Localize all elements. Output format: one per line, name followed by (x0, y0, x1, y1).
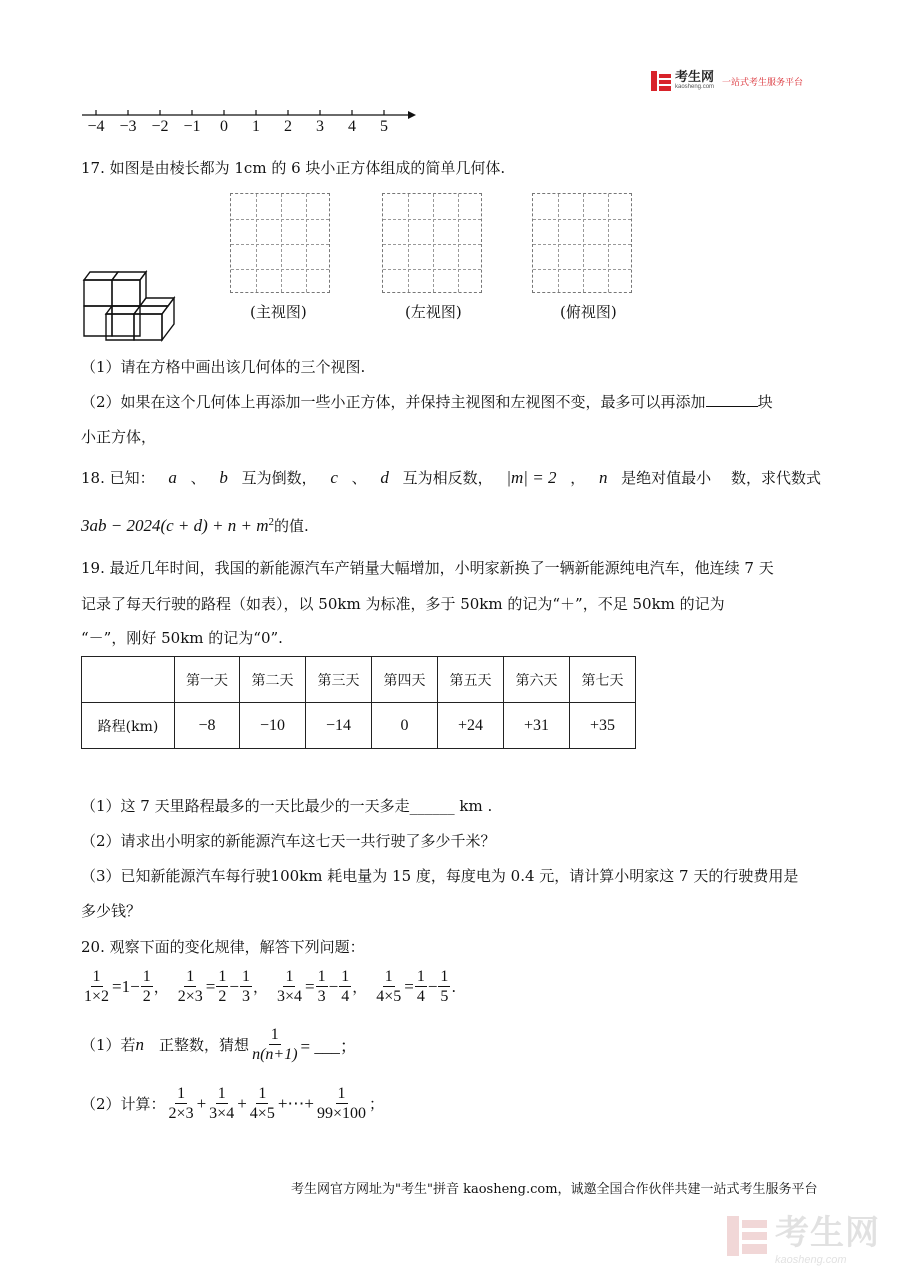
number-line-label: −3 (119, 118, 137, 135)
q19-part3-line1: （3）已知新能源汽车每行驶100km 耗电量为 15 度，每度电为 0.4 元，请计算小明家这 7 天的行驶费用是 (81, 867, 799, 885)
q18-text3: ， (570, 469, 586, 487)
label-front-view: (主视图) (250, 303, 307, 321)
abs-m-expr: |m| = 2 (506, 468, 557, 487)
fraction: $\frac{1}{1\times 2}$ (84, 968, 110, 1005)
watermark-domain: kaosheng.com (775, 1254, 847, 1266)
table-row (82, 703, 636, 749)
fraction: $\frac{1}{2\times 3}$ (177, 968, 203, 1005)
table-cell: −8 (175, 703, 240, 749)
q19-line1: 19. 最近几年时间，我国的新能源汽车产销量大幅增加，小明家新换了一辆新能源纯电汽车，他连续 7 天 (81, 559, 774, 577)
q20-part2: （2）计算： $\frac{1}{2\times 3}$ + $\frac{1}{3\times 4}$ + $\frac{1}{4\times 5}$ +⋯+ $\frac{1}{99\times 100}$ ； (81, 1085, 385, 1122)
fraction: $\frac{1}{4}$ (416, 968, 425, 1005)
fraction: $\frac{1}{3\times 4}$ (209, 1085, 235, 1122)
number-line-label: 2 (284, 118, 292, 135)
number-line-label: −4 (87, 118, 105, 135)
q17-part2-text: （2）如果在这个几何体上再添加一些小正方体，并保持主视图和左视图不变，最多可以再添加 (81, 393, 706, 411)
watermark-text: 考生网 (775, 1213, 880, 1253)
q18-text1: 互为倒数， (241, 469, 317, 487)
table-header: 第二天 (240, 657, 306, 703)
q19-line2: 记录了每天行驶的路程（如表），以 50km 为标准，多于 50km 的记为“＋”，不足 50km 的记为 (81, 595, 725, 613)
var-c: c (330, 468, 338, 487)
table-header: 第一天 (175, 657, 240, 703)
label-top-view: (俯视图) (560, 303, 617, 321)
q18-expr-tail: 的值. (274, 517, 309, 535)
number-line-label: 1 (252, 118, 260, 135)
q18-expr-exponent: 2 (268, 516, 275, 528)
number-line-label: 0 (220, 118, 228, 135)
table-cell: 0 (372, 703, 438, 749)
grid-left-view[interactable] (382, 193, 482, 293)
table-header-row (82, 657, 636, 703)
q17-part1: （1）请在方格中画出该几何体的三个视图. (81, 358, 366, 376)
q19-part2: （2）请求出小明家的新能源汽车这七天一共行驶了多少千米？ (81, 832, 496, 850)
ellipsis-plus: +⋯+ (277, 1093, 315, 1113)
q18-sep2: 、 (351, 469, 367, 487)
number-line-label: −2 (151, 118, 169, 135)
q18-line2 (81, 512, 309, 536)
table-header: 第六天 (504, 657, 570, 703)
grid-top-view[interactable] (532, 193, 632, 293)
number-line-label: 4 (348, 118, 356, 135)
q17-part2-line1 (81, 392, 773, 412)
mileage-table (81, 656, 636, 749)
q20-part1-prefix: （1）若 (81, 1036, 136, 1054)
watermark-logo-icon (725, 1214, 769, 1258)
table-cell: +35 (570, 703, 636, 749)
table-row-label: 路程(km) (82, 703, 175, 749)
header-slogan: 一站式考生服务平台 (722, 77, 804, 88)
footer-text: 考生网官方网址为"考生"拼音 kaosheng.com，诚邀全国合作伙伴共建一站式考生服务平台 (291, 1182, 818, 1197)
header-logo (651, 71, 803, 91)
fraction: $\frac{1}{4\times 5}$ (376, 968, 402, 1005)
number-line-label: 5 (380, 118, 388, 135)
table-header: 第三天 (306, 657, 372, 703)
q18-text4: 是绝对值最小 数，求代数式 (621, 469, 821, 487)
label-left-view: (左视图) (405, 303, 462, 321)
var-n: n (598, 468, 608, 487)
logo-name: 考生网 (675, 70, 715, 85)
q19-line3: “－”，刚好 50km 的记为“0”. (81, 629, 283, 647)
q19-part1: （1）这 7 天里路程最多的一天比最少的一天多走______ km . (81, 797, 493, 815)
table-cell: +24 (438, 703, 504, 749)
table-header: 第四天 (372, 657, 438, 703)
fraction: $\frac{1}{4\times 5}$ (249, 1085, 275, 1122)
watermark (725, 1205, 880, 1266)
q17-part2-line2: 小正方体， (81, 428, 157, 446)
fraction: $\frac{1}{2}$ (218, 968, 227, 1005)
var-b: b (219, 468, 228, 487)
table-cell: +31 (504, 703, 570, 749)
logo-icon (651, 71, 671, 91)
fraction: $\frac{1}{3\times 4}$ (276, 968, 302, 1005)
var-d: d (380, 468, 389, 487)
q19-part3-line2: 多少钱？ (81, 902, 142, 920)
table-cell: −14 (306, 703, 372, 749)
var-n: n (135, 1034, 145, 1054)
q20-examples: $\frac{1}{1\times 2}$ = 1 − $\frac{1}{2}$ ， $\frac{1}{2\times 3}$ = $\frac{1}{2}$ − $\frac{1}{3}$ ， $\frac{1}{3\times 4}$ = $\frac{1}{3}$ − $\frac{1}{4}$ ， $\frac{1}{4\times 5}$ = $\frac{1}{4}$ − $\frac{1}{5}$ . (84, 968, 457, 1005)
fraction: $\frac{1}{2\times 3}$ (168, 1085, 194, 1122)
fraction: $\frac{1}{2}$ (142, 968, 151, 1005)
fraction-guess: $\frac{1}{n(n+1)}$ (252, 1026, 298, 1063)
q18-expression: 3ab − 2024(c + d) + n + m (81, 516, 269, 535)
table-header: 第七天 (570, 657, 636, 703)
cube-solid-figure (78, 268, 182, 342)
q20-part1 (81, 1025, 357, 1064)
q20-title: 20. 观察下面的变化规律，解答下列问题： (81, 938, 365, 956)
fraction: $\frac{1}{99\times 100}$ (317, 1085, 367, 1122)
q18-text2: 互为相反数， (402, 469, 493, 487)
q20-part1-mid: 正整数，猜想 (144, 1036, 250, 1054)
answer-blank[interactable] (706, 392, 758, 407)
fraction: $\frac{1}{3}$ (241, 968, 250, 1005)
q17-part2-unit: 块 (757, 393, 773, 411)
logo-domain: kaosheng.com (675, 84, 715, 90)
table-header: 第五天 (438, 657, 504, 703)
q20-part2-prefix: （2）计算： (81, 1095, 166, 1113)
number-line-label: 3 (316, 118, 324, 135)
q20-part1-answer-blank[interactable]: = ___； (300, 1037, 357, 1056)
q20-part2-tail: ； (369, 1095, 385, 1113)
number-line-label: −1 (183, 118, 201, 135)
q17-title: 17. 如图是由棱长都为 1cm 的 6 块小正方体组成的简单几何体. (81, 159, 506, 177)
fraction: $\frac{1}{3}$ (317, 968, 326, 1005)
var-a: a (168, 468, 177, 487)
table-cell: −10 (240, 703, 306, 749)
fraction: $\frac{1}{4}$ (341, 968, 350, 1005)
fraction: $\frac{1}{5}$ (440, 968, 449, 1005)
q18-sep1: 、 (190, 469, 206, 487)
table-corner (82, 657, 175, 703)
grid-front-view[interactable] (230, 193, 330, 293)
q18-line1 (81, 468, 821, 488)
q18-prefix: 18. 已知： (81, 469, 155, 487)
